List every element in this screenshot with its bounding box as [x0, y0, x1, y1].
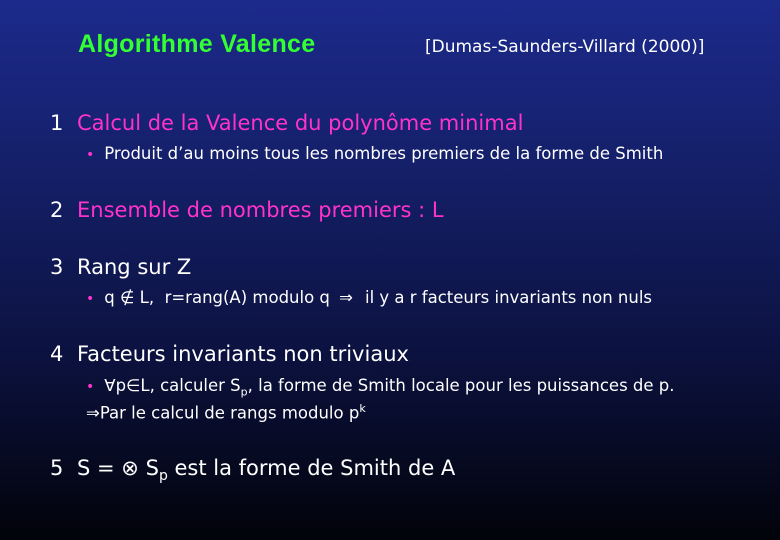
set-L: L, [139, 288, 155, 307]
item-text: Calcul de la Valence du polynôme minimal [77, 111, 524, 135]
implies-icon: ⇒ [339, 288, 353, 307]
tensor-product-icon: ⊗ [121, 456, 139, 480]
item-text: Facteurs invariants non triviaux [77, 342, 409, 366]
item-number: 1 [50, 111, 64, 135]
list-item-5 [50, 456, 455, 484]
item-number: 5 [50, 456, 64, 480]
sub-item-3 [86, 288, 652, 307]
sub-item-text: il y a r facteurs invariants non nuls [364, 288, 653, 307]
rank-expression: r=rang(A) modulo q [164, 288, 330, 307]
sub-item-text: Produit d’au moins tous les nombres premiers de la forme de Smith [104, 144, 664, 163]
subscript-p: p [240, 385, 248, 399]
not-in-icon: ∉ [120, 288, 135, 307]
subscript-p: p [158, 468, 168, 485]
sub-item-4 [86, 376, 675, 398]
slide-title: Algorithme Valence [78, 30, 316, 58]
sub-item-text: Par le calcul de rangs modulo p [99, 403, 360, 423]
item-text: est la forme de Smith de A [174, 456, 456, 480]
bullet-icon: • [86, 147, 95, 163]
bullet-icon: • [86, 379, 95, 395]
list-item-3 [50, 255, 191, 279]
element-of-icon: ∈ [126, 376, 141, 395]
bullet-icon: • [86, 291, 95, 307]
item-text: Rang sur Z [77, 255, 192, 279]
var-q: q [104, 288, 115, 307]
item-number: 2 [50, 198, 64, 222]
list-item-1 [50, 111, 523, 135]
superscript-k: k [359, 402, 366, 415]
item-text: Ensemble de nombres premiers : L [77, 198, 444, 222]
var-S: S [145, 456, 159, 480]
reference-citation: [Dumas-Saunders-Villard (2000)] [425, 37, 705, 57]
item-number: 4 [50, 342, 64, 366]
sub-item-text: , la forme de Smith locale pour les puissances de p. [247, 376, 675, 395]
item-number: 3 [50, 255, 64, 279]
sub-item-4-line2 [86, 402, 366, 423]
calc-text: L, calculer S [140, 376, 241, 395]
s-equals: S = [77, 456, 115, 480]
list-item-4 [50, 342, 409, 366]
var-p: p [115, 376, 127, 395]
forall-icon: ∀ [104, 376, 116, 395]
list-item-2 [50, 198, 444, 222]
implies-icon: ⇒ [86, 403, 100, 423]
sub-item-1 [86, 144, 663, 163]
